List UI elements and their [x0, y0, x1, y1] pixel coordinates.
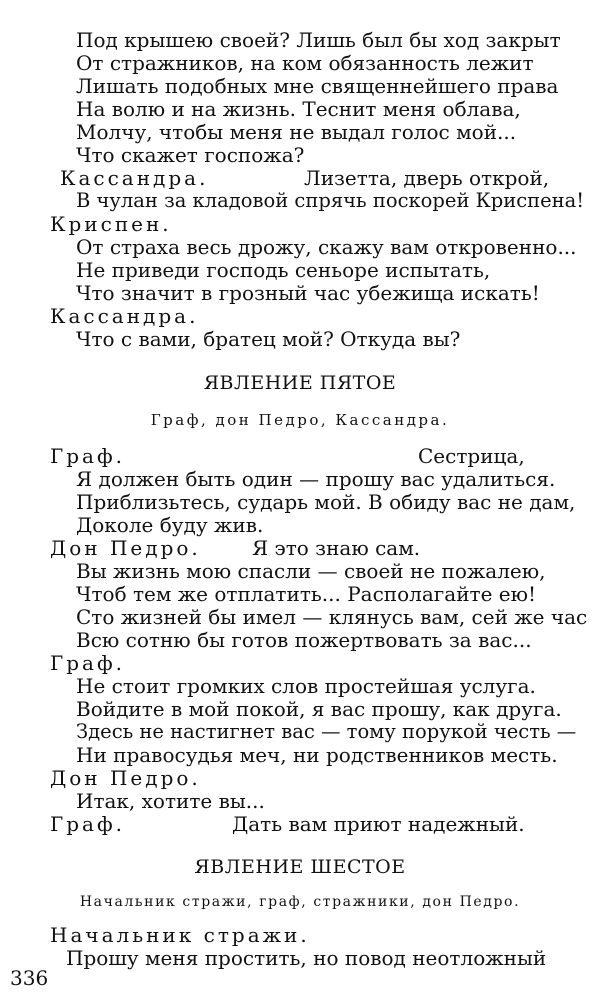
speaker-name: Дон Педро.: [50, 536, 201, 560]
verse-line: Прошу меня простить, но повод неотложный: [66, 946, 547, 970]
verse-line: Лизетта, дверь открой,: [304, 166, 550, 190]
verse-line: Здесь не настигнет вас — тому порукой честь —: [76, 720, 577, 743]
speaker-name: Дон Педро.: [50, 766, 201, 790]
scene-cast: Начальник стражи, граф, стражники, дон Педро.: [79, 894, 521, 910]
verse-line: Чтоб тем же отплатить... Располагайте ею!: [76, 582, 537, 606]
verse-line: Я это знаю сам.: [252, 536, 421, 560]
speaker-name: Граф.: [50, 444, 125, 468]
verse-line: От стражников, на ком обязанность лежит: [76, 51, 534, 75]
verse-line: Приблизьтесь, сударь мой. В обиду вас не дам,: [76, 490, 576, 514]
verse-line: Вы жизнь мою спасли — своей не пожалею,: [76, 559, 546, 583]
scene-title: ЯВЛЕНИЕ ПЯТОЕ: [203, 372, 397, 394]
verse-line: Что значит в грозный час убежища искать!: [76, 281, 540, 305]
speaker-name: Кассандра.: [60, 166, 209, 190]
verse-line: Молчу, чтобы меня не выдал голос мой...: [76, 120, 517, 144]
verse-line: Итак, хотите вы...: [76, 789, 265, 813]
verse-line: Войдите в мой покой, я вас прошу, как друга.: [76, 697, 562, 721]
verse-line: Под крышею своей? Лишь был бы ход закрыт: [76, 28, 561, 52]
page-number: 336: [10, 966, 49, 990]
verse-line: На волю и на жизнь. Теснит меня облава,: [76, 97, 521, 121]
verse-line: В чулан за кладовой спрячь поскорей Криспена!: [76, 189, 585, 212]
verse-line: Что с вами, братец мой? Откуда вы?: [76, 327, 461, 351]
scene-cast: Граф, дон Педро, Кассандра.: [150, 411, 450, 429]
speaker-name: Начальник стражи.: [50, 923, 310, 947]
speaker-name: Криспен.: [50, 212, 172, 236]
verse-line: Не стоит громких слов простейшая услуга.: [76, 674, 536, 698]
verse-line: Что скажет госпожа?: [76, 143, 305, 167]
verse-line: Ни правосудья меч, ни родственников месть.: [76, 743, 558, 767]
verse-line: Я должен быть один — прошу вас удалиться.: [76, 467, 556, 491]
verse-line: Доколе буду жив.: [76, 513, 264, 537]
verse-line: Дать вам приют надежный.: [232, 812, 525, 836]
verse-line: Сто жизней бы имел — клянусь вам, сей же час: [76, 605, 588, 629]
verse-line: Не приведи господь сеньоре испытать,: [76, 258, 491, 282]
scene-title: ЯВЛЕНИЕ ШЕСТОЕ: [194, 856, 406, 878]
verse-line: Сестрица,: [418, 444, 525, 468]
verse-line: От страха весь дрожу, скажу вам откровенно...: [76, 235, 577, 259]
speaker-name: Кассандра.: [50, 304, 199, 328]
verse-line: Лишать подобных мне священнейшего права: [76, 74, 559, 98]
speaker-name: Граф.: [50, 651, 125, 675]
speaker-name: Граф.: [50, 812, 125, 836]
verse-line: Всю сотню бы готов пожертвовать за вас...: [76, 628, 532, 652]
